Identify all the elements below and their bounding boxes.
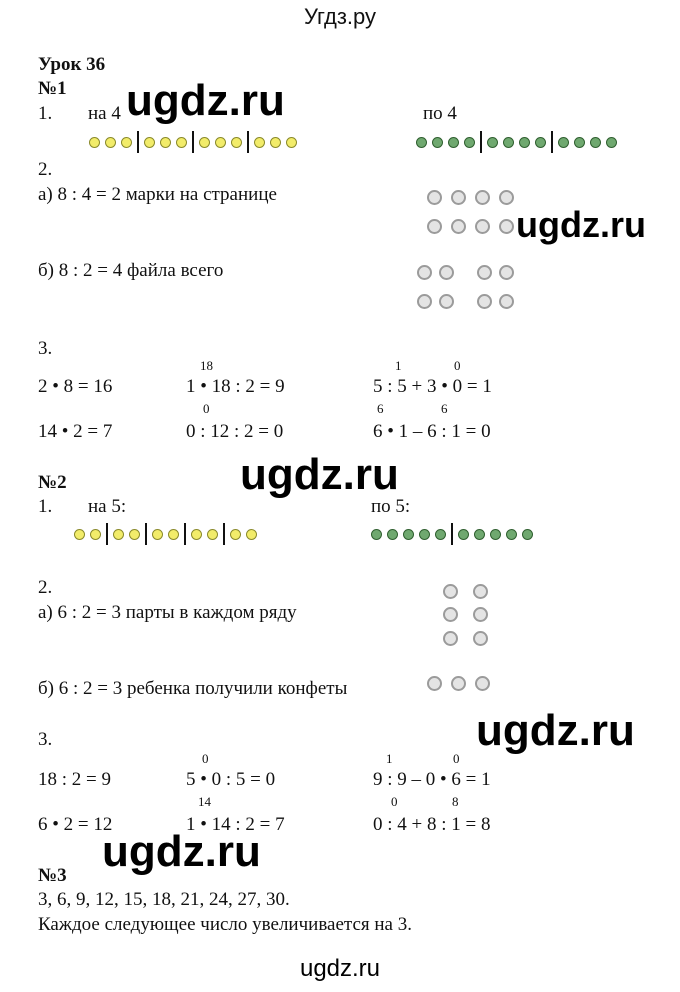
task2-part2-b: б) 6 : 2 = 3 ребенка получили конфеты [38,678,348,699]
green-dot [416,137,427,148]
watermark: ugdz.ru [240,450,399,499]
task1-expr-1: 2 • 8 = 16 [38,376,113,397]
green-dot [432,137,443,148]
green-dot [474,529,485,540]
green-dot [503,137,514,148]
green-dot [387,529,398,540]
task1-expr-3-note-1: 1 [395,358,402,373]
yellow-dot [168,529,179,540]
task2-part2-a: а) 6 : 2 = 3 парты в каждом ряду [38,602,297,623]
task1-label-left: на 4 [88,103,121,124]
grey-circle [473,631,488,646]
watermark: ugdz.ru [299,955,381,982]
task1-expr-2: 1 • 18 : 2 = 9 [186,376,285,397]
green-dot [435,529,446,540]
green-dot [448,137,459,148]
yellow-dot [231,137,242,148]
grey-circle [443,631,458,646]
task2-expr-3-note-1: 1 [386,751,393,766]
task2-expr-3-note-2: 0 [453,751,460,766]
grey-circle [499,190,514,205]
grey-circle [443,607,458,622]
task2-part3-number: 3. [38,729,53,750]
task2-expr-2: 5 • 0 : 5 = 0 [186,769,276,790]
task1-yellow-dots-row [89,131,302,153]
yellow-dot [246,529,257,540]
grey-circle [499,294,514,309]
grey-circle [439,294,454,309]
task1-expr-6-note-2: 6 [441,401,448,416]
task2-expr-6-note-1: 0 [391,794,398,809]
yellow-dot [129,529,140,540]
group-divider [451,523,453,545]
task2-part1-number: 1. [38,496,53,517]
grey-circle [417,265,432,280]
yellow-dot [199,137,210,148]
task2-expr-2-note: 0 [202,751,209,766]
group-divider [137,131,139,153]
task1-expr-5-note: 0 [203,401,210,416]
group-divider [551,131,553,153]
grey-circle [451,190,466,205]
task1-expr-2-note: 18 [200,358,213,373]
green-dot [558,137,569,148]
task3-heading: №3 [38,865,67,886]
grey-circle [427,219,442,234]
task2-expr-3: 9 : 9 – 0 • 6 = 1 [373,769,491,790]
green-dot [506,529,517,540]
task1-label-right: по 4 [423,103,457,124]
yellow-dot [230,529,241,540]
task2-expr-6-note-2: 8 [452,794,459,809]
task2-label-right: по 5: [371,496,411,517]
grey-circle [451,219,466,234]
green-dot [403,529,414,540]
yellow-dot [90,529,101,540]
group-divider [247,131,249,153]
green-dot [606,137,617,148]
grey-circle [427,190,442,205]
green-dot [590,137,601,148]
green-dot [490,529,501,540]
yellow-dot [207,529,218,540]
task2-label-left: на 5: [88,496,127,517]
task2-expr-5-note: 14 [198,794,211,809]
task1-expr-6-note-1: 6 [377,401,384,416]
site-title: Угдз.ру [303,4,377,29]
task2-expr-6: 0 : 4 + 8 : 1 = 8 [373,814,491,835]
task3-sequence: 3, 6, 9, 12, 15, 18, 21, 24, 27, 30. [38,889,290,910]
green-dot [522,529,533,540]
task1-expr-5: 0 : 12 : 2 = 0 [186,421,284,442]
grey-circle [443,584,458,599]
grey-circle [475,219,490,234]
watermark: ugdz.ru [126,76,285,125]
green-dot [574,137,585,148]
green-dot [519,137,530,148]
yellow-dot [113,529,124,540]
watermark: ugdz.ru [102,827,261,876]
green-dot [464,137,475,148]
yellow-dot [121,137,132,148]
yellow-dot [74,529,85,540]
grey-circle [475,190,490,205]
green-dot [371,529,382,540]
task1-part2-a: а) 8 : 4 = 2 марки на странице [38,184,277,205]
yellow-dot [152,529,163,540]
yellow-dot [89,137,100,148]
grey-circle [475,676,490,691]
yellow-dot [144,137,155,148]
watermark: ugdz.ru [516,204,646,245]
group-divider [184,523,186,545]
yellow-dot [286,137,297,148]
grey-circle [417,294,432,309]
yellow-dot [176,137,187,148]
task1-expr-3-note-2: 0 [454,358,461,373]
group-divider [192,131,194,153]
task2-expr-4: 6 • 2 = 12 [38,814,113,835]
task2-green-dots-row [371,523,538,545]
grey-circle [427,676,442,691]
task1-expr-6: 6 • 1 – 6 : 1 = 0 [373,421,491,442]
task1-expr-3: 5 : 5 + 3 • 0 = 1 [373,376,492,397]
yellow-dot [105,137,116,148]
task3-explanation: Каждое следующее число увеличивается на 3. [38,914,412,935]
task1-expr-4: 14 • 2 = 7 [38,421,113,442]
grey-circle [451,676,466,691]
task1-part2-b: б) 8 : 2 = 4 файла всего [38,260,224,281]
task2-heading: №2 [38,472,67,493]
yellow-dot [191,529,202,540]
lesson-title: Урок 36 [38,54,106,75]
task2-part2-number: 2. [38,577,53,598]
group-divider [480,131,482,153]
task2-expr-1: 18 : 2 = 9 [38,769,111,790]
grey-circle [499,265,514,280]
grey-circle [477,265,492,280]
grey-circle [439,265,454,280]
green-dot [487,137,498,148]
grey-circle [477,294,492,309]
yellow-dot [160,137,171,148]
group-divider [145,523,147,545]
yellow-dot [270,137,281,148]
group-divider [223,523,225,545]
grey-circle [473,584,488,599]
green-dot [458,529,469,540]
watermark: ugdz.ru [476,706,635,755]
task1-heading: №1 [38,78,67,99]
task1-part3-number: 3. [38,338,53,359]
green-dot [419,529,430,540]
green-dot [535,137,546,148]
task1-green-dots-row [416,131,622,153]
group-divider [106,523,108,545]
task2-yellow-dots-row [74,523,262,545]
task2-expr-5: 1 • 14 : 2 = 7 [186,814,285,835]
grey-circle [473,607,488,622]
task1-part1-number: 1. [38,103,53,124]
yellow-dot [254,137,265,148]
yellow-dot [215,137,226,148]
grey-circle [499,219,514,234]
task1-part2-number: 2. [38,159,53,180]
